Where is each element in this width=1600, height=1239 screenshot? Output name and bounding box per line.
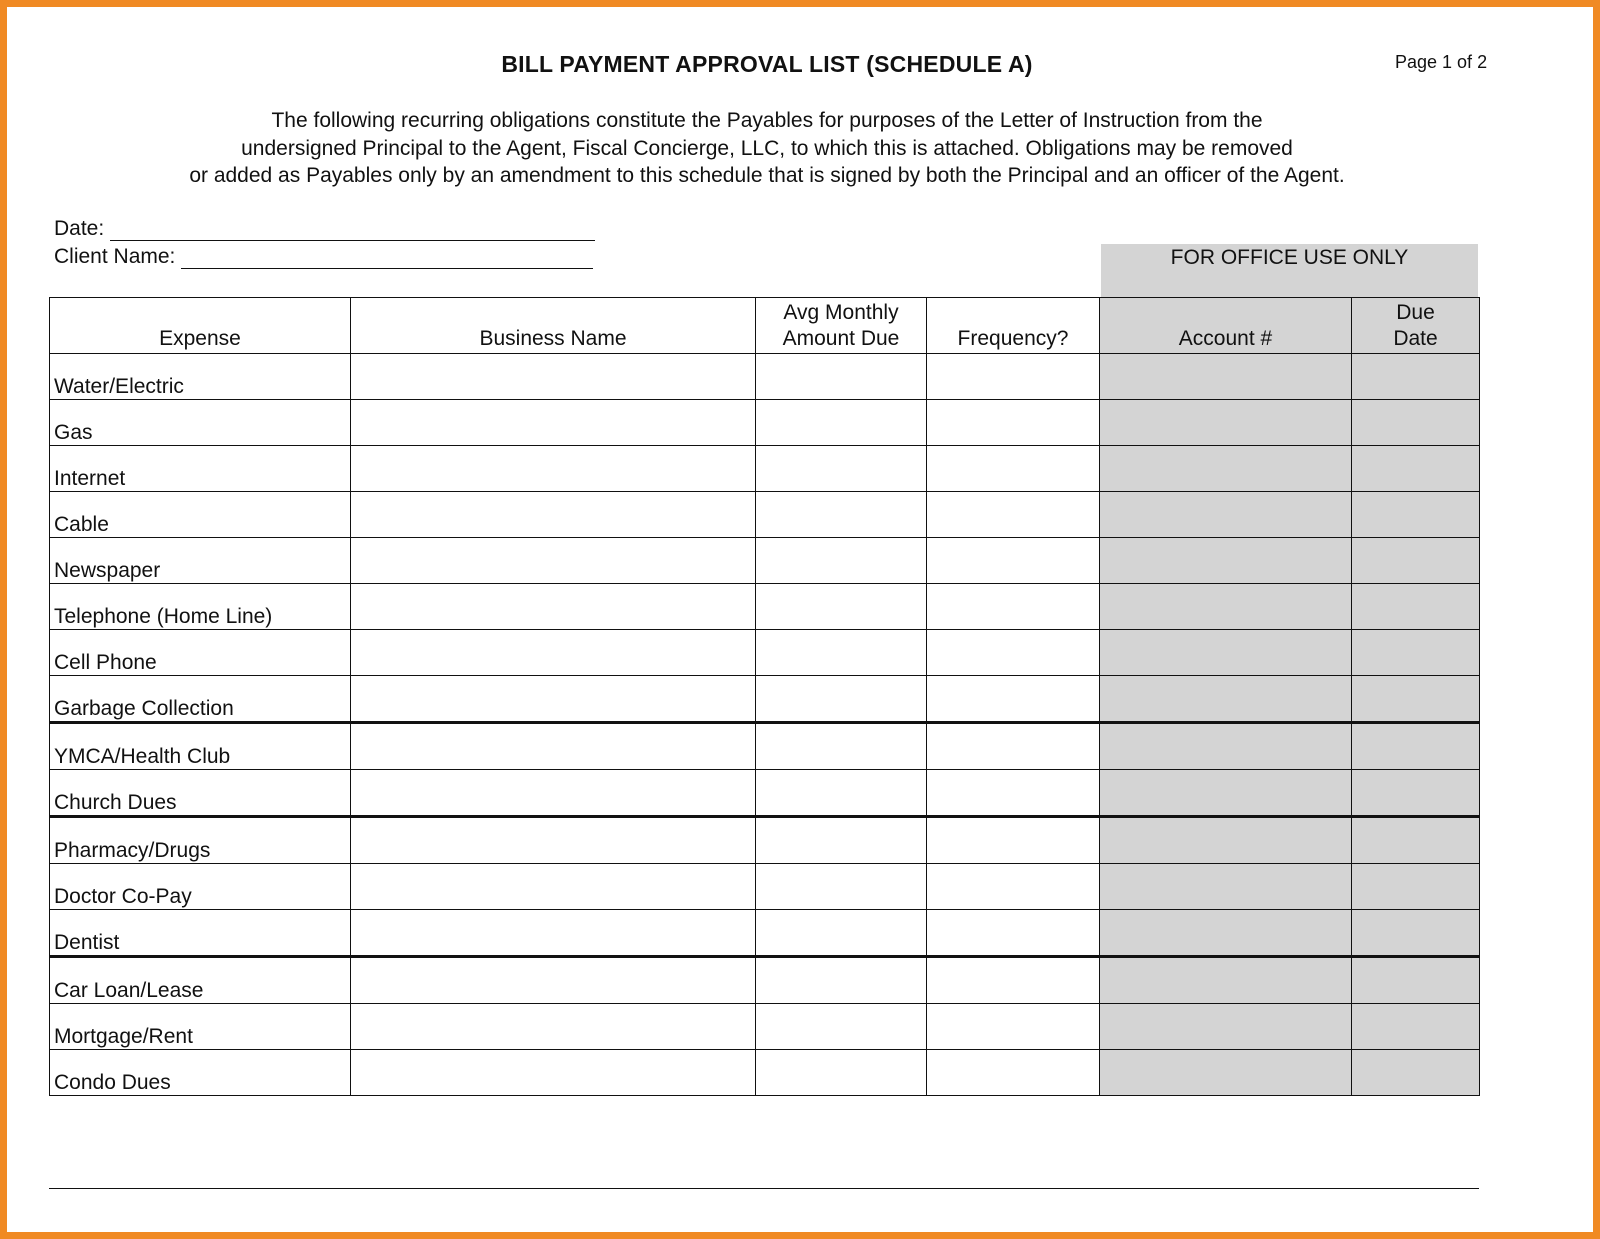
business-name-cell[interactable] — [351, 723, 756, 770]
business-name-cell[interactable] — [351, 538, 756, 584]
avg-amount-cell[interactable] — [756, 1050, 927, 1096]
frequency-cell[interactable] — [927, 723, 1100, 770]
frequency-cell[interactable] — [927, 584, 1100, 630]
table-row — [50, 770, 1480, 817]
avg-amount-cell[interactable] — [756, 630, 927, 676]
frequency-cell[interactable] — [927, 910, 1100, 957]
client-name-field — [54, 245, 593, 269]
business-name-cell[interactable] — [351, 770, 756, 817]
header-due-date — [1352, 298, 1480, 354]
expense-cell: Car Loan/Lease — [50, 957, 351, 1004]
expense-cell: Cell Phone — [50, 630, 351, 676]
avg-amount-cell[interactable] — [756, 354, 927, 400]
table-row — [50, 957, 1480, 1004]
expense-cell: Mortgage/Rent — [50, 1004, 351, 1050]
avg-amount-cell[interactable] — [756, 446, 927, 492]
account-number-cell[interactable] — [1100, 770, 1352, 817]
frequency-cell[interactable] — [927, 400, 1100, 446]
expense-cell: Newspaper — [50, 538, 351, 584]
account-number-cell[interactable] — [1100, 446, 1352, 492]
account-number-cell[interactable] — [1100, 957, 1352, 1004]
header-avg-monthly-amount — [756, 298, 927, 354]
due-date-cell[interactable] — [1352, 354, 1480, 400]
expense-cell: Water/Electric — [50, 354, 351, 400]
frequency-cell[interactable] — [927, 630, 1100, 676]
table-row — [50, 400, 1480, 446]
table-row — [50, 864, 1480, 910]
frequency-cell[interactable] — [927, 676, 1100, 723]
business-name-cell[interactable] — [351, 400, 756, 446]
frequency-cell[interactable] — [927, 1004, 1100, 1050]
table-row — [50, 354, 1480, 400]
intro-line: or added as Payables only by an amendment to this schedule that is signed by both the Principal and an officer of the Agent. — [189, 164, 1345, 187]
business-name-cell[interactable] — [351, 584, 756, 630]
expense-cell: Dentist — [50, 910, 351, 957]
due-date-cell[interactable] — [1352, 1004, 1480, 1050]
footer-rule — [49, 1188, 1479, 1189]
due-date-cell[interactable] — [1352, 492, 1480, 538]
expense-cell: Gas — [50, 400, 351, 446]
date-label: Date: — [54, 217, 105, 240]
header-avg-line2: Amount Due — [782, 327, 900, 350]
intro-paragraph — [47, 107, 1487, 190]
table-body — [50, 354, 1480, 1096]
table-row — [50, 676, 1480, 723]
frequency-cell[interactable] — [927, 817, 1100, 864]
frequency-cell[interactable] — [927, 1050, 1100, 1096]
due-date-cell[interactable] — [1352, 538, 1480, 584]
account-number-cell[interactable] — [1100, 630, 1352, 676]
table-header-row — [50, 298, 1480, 354]
table-row — [50, 584, 1480, 630]
frequency-cell[interactable] — [927, 446, 1100, 492]
business-name-cell[interactable] — [351, 910, 756, 957]
table-row — [50, 910, 1480, 957]
avg-amount-cell[interactable] — [756, 864, 927, 910]
due-date-cell[interactable] — [1352, 584, 1480, 630]
expense-cell: Church Dues — [50, 770, 351, 817]
table-row — [50, 1050, 1480, 1096]
avg-amount-cell[interactable] — [756, 1004, 927, 1050]
frequency-cell[interactable] — [927, 492, 1100, 538]
due-date-cell[interactable] — [1352, 817, 1480, 864]
due-date-cell[interactable] — [1352, 1050, 1480, 1096]
account-number-cell[interactable] — [1100, 584, 1352, 630]
date-field — [54, 217, 595, 241]
intro-line: undersigned Principal to the Agent, Fiscal Concierge, LLC, to which this is attached. Obligations may be removed — [241, 136, 1293, 160]
page-number: Page 1 of 2 — [1395, 52, 1488, 72]
document-title: BILL PAYMENT APPROVAL LIST (SCHEDULE A) — [501, 51, 1033, 77]
due-date-cell[interactable] — [1352, 400, 1480, 446]
due-date-cell[interactable] — [1352, 723, 1480, 770]
header-due-line1: Due — [1396, 301, 1435, 324]
account-number-cell[interactable] — [1100, 817, 1352, 864]
expense-cell: Internet — [50, 446, 351, 492]
business-name-cell[interactable] — [351, 630, 756, 676]
account-number-cell[interactable] — [1100, 864, 1352, 910]
account-number-cell[interactable] — [1100, 1004, 1352, 1050]
client-name-label: Client Name: — [54, 245, 176, 268]
business-name-cell[interactable] — [351, 1050, 756, 1096]
table-row — [50, 723, 1480, 770]
avg-amount-cell[interactable] — [756, 957, 927, 1004]
avg-amount-cell[interactable] — [756, 723, 927, 770]
due-date-cell[interactable] — [1352, 446, 1480, 492]
table-row — [50, 492, 1480, 538]
office-use-banner: FOR OFFICE USE ONLY — [1101, 244, 1478, 297]
table-row — [50, 817, 1480, 864]
header-business-name: Business Name — [351, 298, 756, 354]
table-row — [50, 630, 1480, 676]
client-name-input-line[interactable] — [181, 250, 593, 269]
expense-cell: Telephone (Home Line) — [50, 584, 351, 630]
account-number-cell[interactable] — [1100, 492, 1352, 538]
header-avg-line1: Avg Monthly — [783, 301, 899, 324]
business-name-cell[interactable] — [351, 492, 756, 538]
header-account-number: Account # — [1100, 298, 1352, 354]
due-date-cell[interactable] — [1352, 676, 1480, 723]
avg-amount-cell[interactable] — [756, 538, 927, 584]
avg-amount-cell[interactable] — [756, 400, 927, 446]
table-row — [50, 1004, 1480, 1050]
due-date-cell[interactable] — [1352, 770, 1480, 817]
header-due-line2: Date — [1393, 327, 1438, 350]
table-row — [50, 538, 1480, 584]
table-row — [50, 446, 1480, 492]
business-name-cell[interactable] — [351, 957, 756, 1004]
due-date-cell[interactable] — [1352, 630, 1480, 676]
frequency-cell[interactable] — [927, 538, 1100, 584]
account-number-cell[interactable] — [1100, 723, 1352, 770]
business-name-cell[interactable] — [351, 676, 756, 723]
business-name-cell[interactable] — [351, 864, 756, 910]
business-name-cell[interactable] — [351, 446, 756, 492]
expense-cell: YMCA/Health Club — [50, 723, 351, 770]
header-expense: Expense — [50, 298, 351, 354]
expense-cell: Condo Dues — [50, 1050, 351, 1096]
expense-cell: Pharmacy/Drugs — [50, 817, 351, 864]
account-number-cell[interactable] — [1100, 676, 1352, 723]
account-number-cell[interactable] — [1100, 910, 1352, 957]
account-number-cell[interactable] — [1100, 538, 1352, 584]
avg-amount-cell[interactable] — [756, 770, 927, 817]
avg-amount-cell[interactable] — [756, 910, 927, 957]
account-number-cell[interactable] — [1100, 354, 1352, 400]
avg-amount-cell[interactable] — [756, 492, 927, 538]
frequency-cell[interactable] — [927, 354, 1100, 400]
expense-cell: Garbage Collection — [50, 676, 351, 723]
account-number-cell[interactable] — [1100, 1050, 1352, 1096]
avg-amount-cell[interactable] — [756, 676, 927, 723]
frequency-cell[interactable] — [927, 957, 1100, 1004]
avg-amount-cell[interactable] — [756, 817, 927, 864]
expense-cell: Doctor Co-Pay — [50, 864, 351, 910]
frequency-cell[interactable] — [927, 864, 1100, 910]
avg-amount-cell[interactable] — [756, 584, 927, 630]
frequency-cell[interactable] — [927, 770, 1100, 817]
business-name-cell[interactable] — [351, 354, 756, 400]
date-input-line[interactable] — [110, 222, 595, 241]
header-frequency: Frequency? — [927, 298, 1100, 354]
expense-cell: Cable — [50, 492, 351, 538]
expense-table — [49, 297, 1480, 1096]
due-date-cell[interactable] — [1352, 910, 1480, 957]
due-date-cell[interactable] — [1352, 957, 1480, 1004]
business-name-cell[interactable] — [351, 817, 756, 864]
account-number-cell[interactable] — [1100, 400, 1352, 446]
due-date-cell[interactable] — [1352, 864, 1480, 910]
intro-line: The following recurring obligations constitute the Payables for purposes of the Letter of Instruction from the — [271, 109, 1263, 132]
business-name-cell[interactable] — [351, 1004, 756, 1050]
